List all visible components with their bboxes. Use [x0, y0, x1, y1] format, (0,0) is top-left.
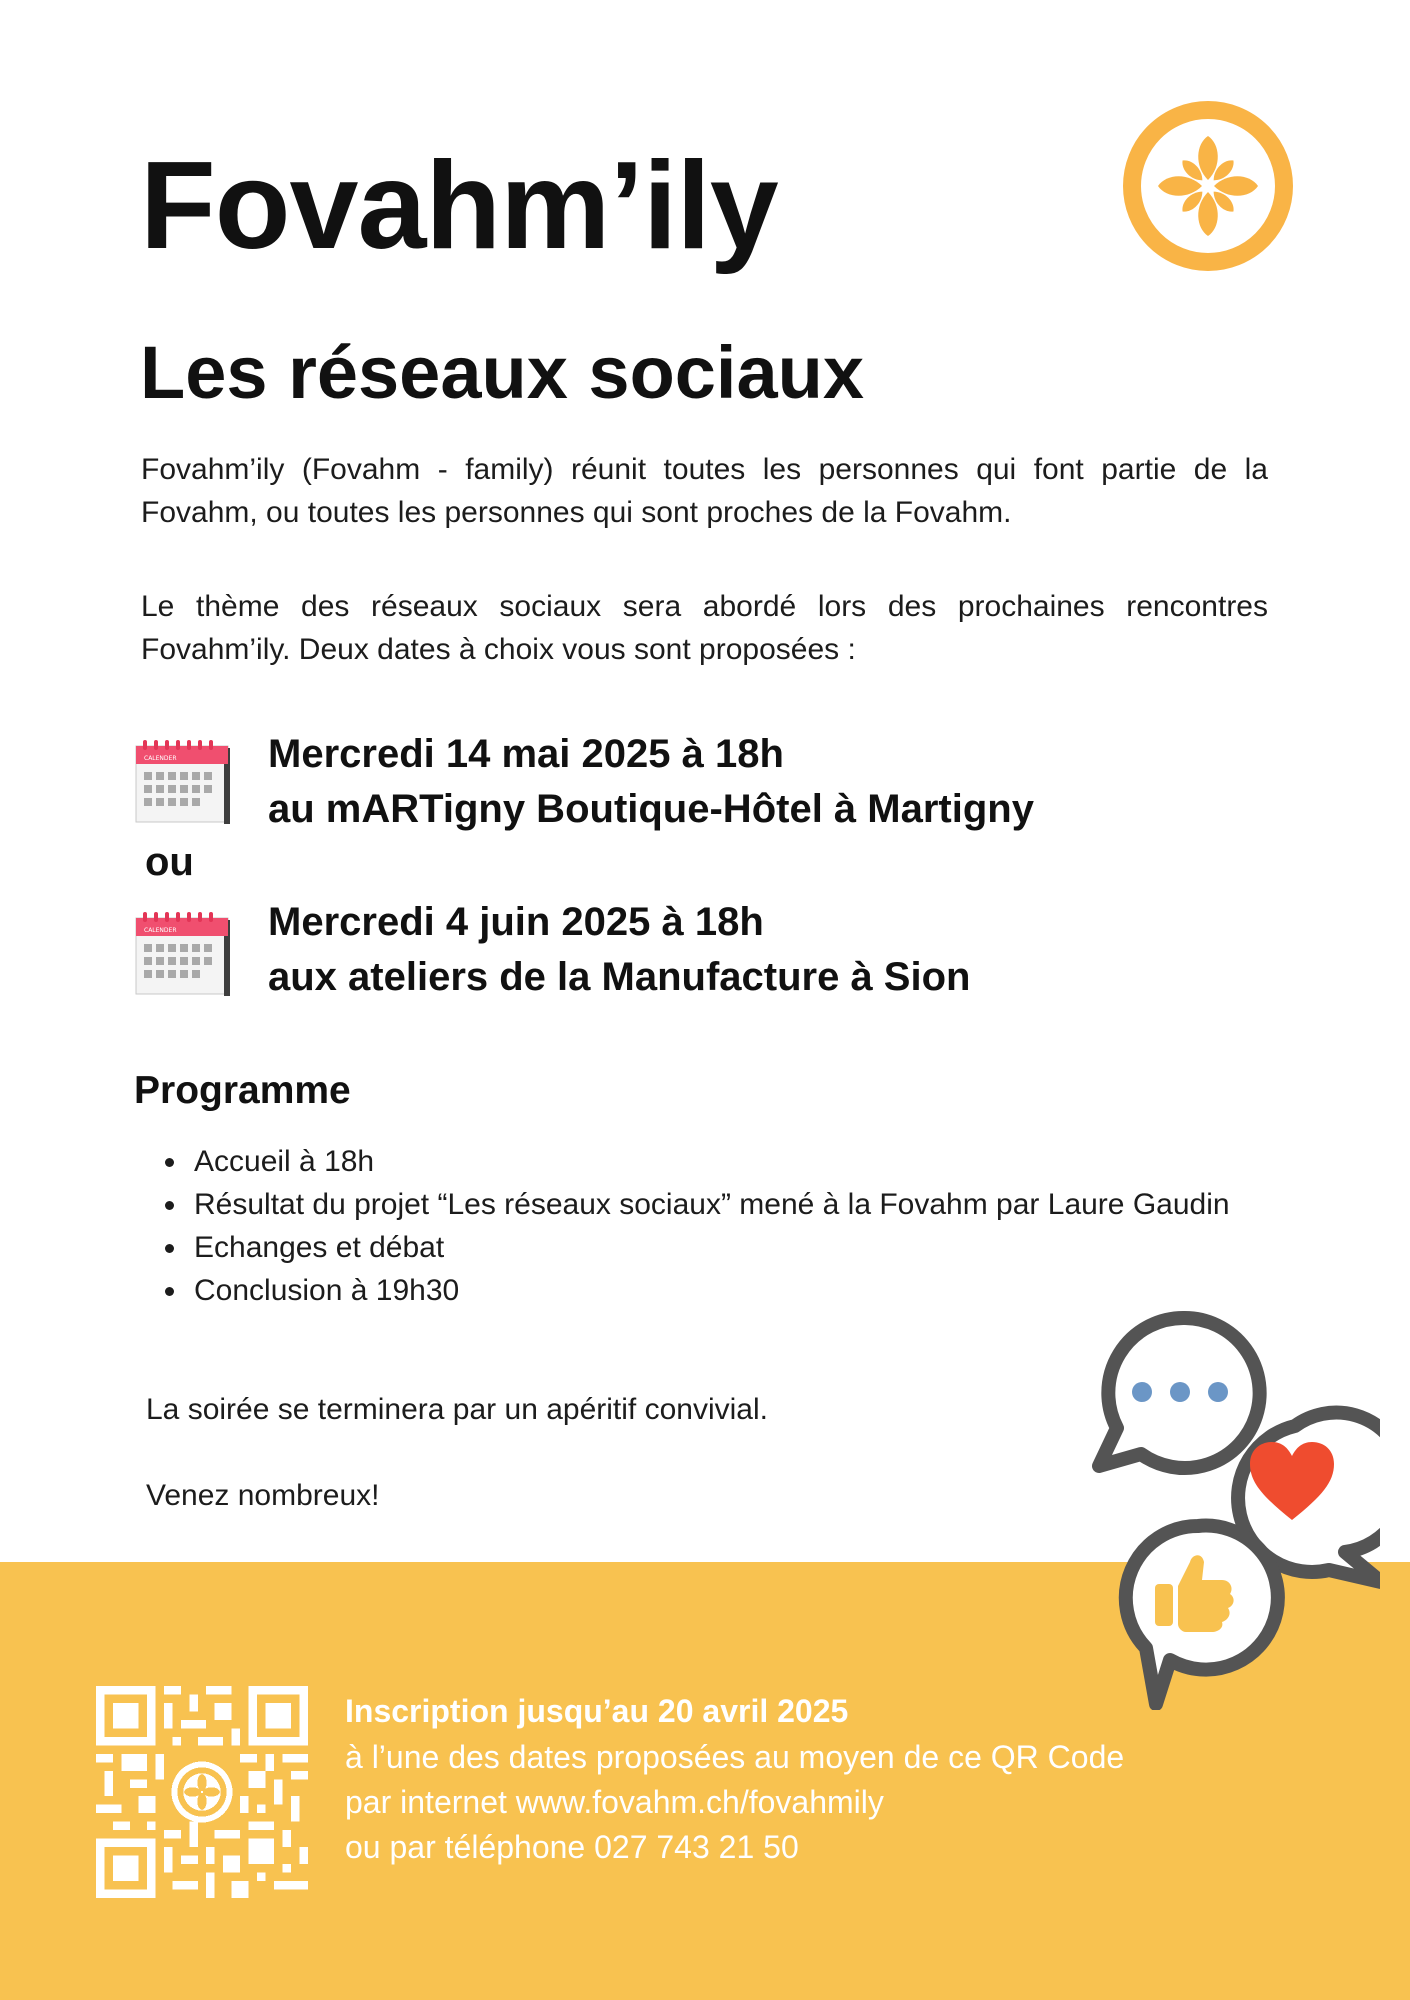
event-1-date: Mercredi 14 mai 2025 à 18h — [268, 732, 784, 776]
registration-web-text: par internet www.fovahm.ch/fovahmily — [345, 1784, 884, 1820]
thumbs-up-bubble-icon — [1126, 1526, 1278, 1704]
programme-heading: Programme — [134, 1069, 351, 1112]
closing-invite-text: Venez nombreux! — [146, 1479, 380, 1512]
svg-text:CALENDER: CALENDER — [144, 927, 177, 934]
event-2-place: aux ateliers de la Manufacture à Sion — [268, 955, 971, 999]
page-title: Fovahm’ily — [140, 137, 778, 275]
calendar-icon — [134, 912, 234, 998]
fovahm-flower-logo-icon — [1120, 98, 1296, 274]
list-item: • Accueil à 18h — [189, 1140, 1289, 1183]
event-1-place: au mARTigny Boutique-Hôtel à Martigny — [268, 787, 1034, 831]
calendar-icon — [134, 740, 234, 826]
svg-text:CALENDER: CALENDER — [144, 755, 177, 762]
or-separator: ou — [145, 840, 194, 884]
chat-dots-bubble-icon — [1099, 1318, 1260, 1468]
list-item: • Conclusion à 19h30 — [189, 1269, 1289, 1312]
page-subtitle: Les réseaux sociaux — [140, 331, 864, 414]
intro-paragraph-1: Fovahm’ily (Fovahm - family) réunit toutes les personnes qui font partie de la Fovahm, ou toutes les personnes qui sont proches de la Fovahm. — [141, 453, 1268, 529]
intro-paragraph-2: Le thème des réseaux sociaux sera abordé lors des prochaines rencontres Fovahm’ily. Deux dates à choix vous sont proposées : — [141, 590, 1268, 666]
qr-code-icon — [96, 1686, 308, 1898]
event-2-date: Mercredi 4 juin 2025 à 18h — [268, 900, 764, 944]
registration-qr-text: à l’une des dates proposées au moyen de ce QR Code — [345, 1739, 1125, 1775]
list-item: • Résultat du projet “Les réseaux sociaux” mené à la Fovahm par Laure Gaudin — [189, 1183, 1289, 1226]
closing-apero-text: La soirée se terminera par un apéritif convivial. — [146, 1393, 768, 1426]
programme-list — [140, 1140, 1289, 1312]
registration-title: Inscription jusqu’au 20 avril 2025 — [345, 1693, 849, 1729]
registration-phone-text: ou par téléphone 027 743 21 50 — [345, 1829, 799, 1865]
list-item: • Echanges et débat — [189, 1226, 1289, 1269]
social-chat-bubbles-icon — [1090, 1300, 1380, 1710]
